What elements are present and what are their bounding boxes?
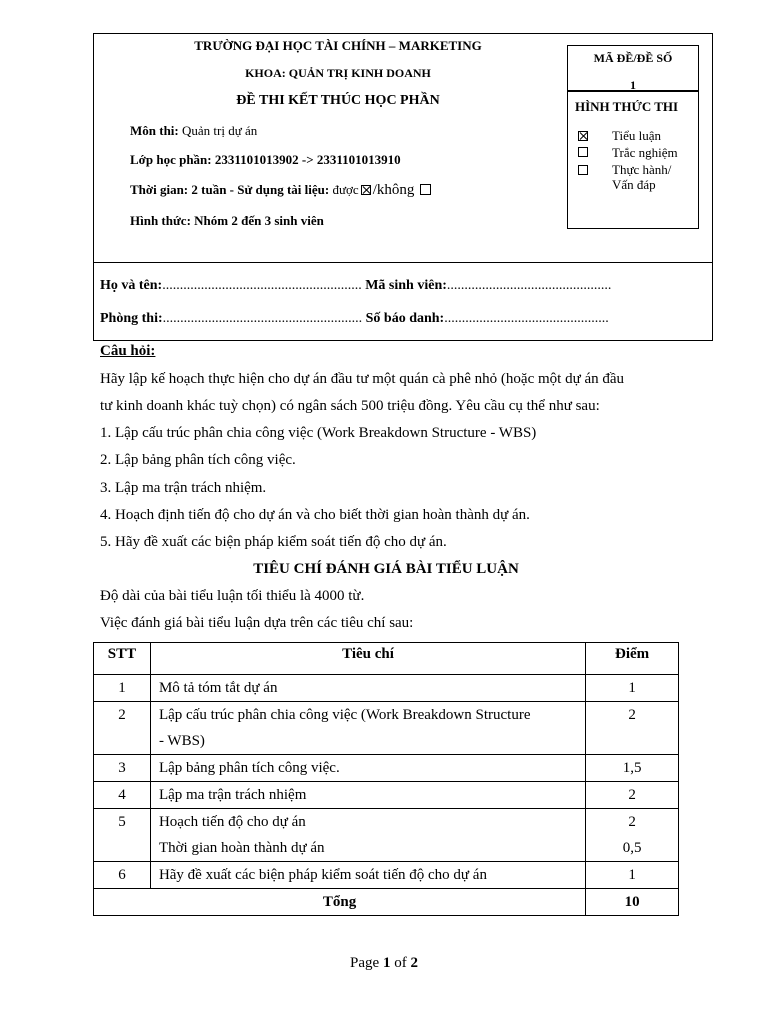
- criteria-cell-continued: - WBS): [158, 733, 205, 749]
- exam-room-line: [100, 311, 609, 327]
- total-value: 10: [624, 894, 640, 910]
- subject-line: [130, 123, 257, 139]
- page-of: of: [394, 955, 407, 971]
- allowed-checkbox-checked: [361, 185, 371, 195]
- student-id-blank: ...............................................: [446, 278, 612, 293]
- exam-room-blank: .........................................................: [162, 311, 363, 326]
- allowed-label: được: [332, 182, 359, 197]
- criteria-title: TIÊU CHÍ ĐÁNH GIÁ BÀI TIỂU LUẬN: [253, 561, 519, 577]
- basis-note: Việc đánh giá bài tiểu luận dựa trên các tiêu chí sau:: [100, 615, 414, 631]
- student-name-line: [100, 278, 611, 294]
- criteria-cell: Hãy đề xuất các biện pháp kiểm soát tiến độ cho dự án: [158, 867, 487, 883]
- table-row: [94, 809, 679, 862]
- essay-option: Tiểu luận: [612, 128, 661, 143]
- candidate-number-blank: ...............................................: [444, 311, 609, 326]
- practical-option: Thực hành/: [612, 162, 672, 177]
- question-intro-line-2: tư kinh doanh khác tuỳ chọn) có ngân sách 500 triệu đồng. Yêu cầu cụ thể như sau:: [100, 398, 600, 414]
- score-header: Điểm: [586, 643, 679, 675]
- multiple-choice-option: Trắc nghiệm: [612, 145, 678, 160]
- stt-header: STT: [94, 643, 151, 675]
- exam-room-label: Phòng thi:: [100, 311, 163, 326]
- criteria-table: [93, 642, 679, 916]
- oral-option: Vấn đáp: [612, 177, 656, 192]
- page-current: 1: [382, 955, 391, 971]
- score-cell: 1: [628, 680, 636, 696]
- score-cell: 1: [628, 867, 636, 883]
- table-row: [94, 755, 679, 782]
- exam-title: ĐỀ THI KẾT THÚC HỌC PHẦN: [236, 93, 440, 108]
- student-name-label: Họ và tên:: [100, 278, 163, 293]
- class-value: 2331101013902 -> 2331101013910: [214, 152, 401, 167]
- stt-cell: 2: [118, 707, 126, 723]
- practical-checkbox: [578, 165, 588, 175]
- stt-cell: 6: [118, 867, 126, 883]
- score-cell-continued: 0,5: [622, 840, 642, 856]
- criteria-cell: Lập cấu trúc phân chia công việc (Work Breakdown Structure: [158, 707, 531, 723]
- criteria-cell: Hoạch tiến độ cho dự án: [158, 814, 306, 830]
- faculty-name: KHOA: QUẢN TRỊ KINH DOANH: [245, 66, 431, 80]
- criteria-cell: Lập ma trận trách nhiệm: [158, 787, 307, 803]
- table-header-row: [94, 643, 679, 675]
- header-divider: [94, 262, 712, 263]
- student-name-blank: .........................................................: [162, 278, 362, 293]
- criteria-cell-continued: Thời gian hoàn thành dự án: [158, 840, 325, 856]
- time-label: Thời gian:: [130, 182, 189, 197]
- score-cell: 1,5: [622, 760, 642, 776]
- time-line: [130, 182, 433, 199]
- format-value: Nhóm 2 đến 3 sinh viên: [194, 213, 324, 228]
- table-row: [94, 862, 679, 889]
- criteria-header: Tiêu chí: [150, 643, 585, 675]
- question-item: 1. Lập cấu trúc phân chia công việc (Work Breakdown Structure - WBS): [100, 425, 537, 441]
- criteria-cell: Lập bảng phân tích công việc.: [158, 760, 340, 776]
- not-allowed-label: /không: [372, 182, 415, 198]
- question-item: 2. Lập bảng phân tích công việc.: [100, 452, 296, 468]
- question-item: 4. Hoạch định tiến độ cho dự án và cho biết thời gian hoàn thành dự án.: [100, 507, 530, 523]
- not-allowed-checkbox: [420, 184, 431, 195]
- question-item: 3. Lập ma trận trách nhiệm.: [100, 480, 267, 496]
- student-id-label: Mã sinh viên:: [365, 278, 447, 293]
- score-cell: 2: [628, 787, 636, 803]
- page-total: 2: [410, 955, 418, 971]
- exam-format-title: HÌNH THỨC THI: [575, 99, 679, 114]
- exam-code-label: MÃ ĐỀ/ĐỀ SỐ: [593, 51, 673, 65]
- question-intro-line-1: Hãy lập kế hoạch thực hiện cho dự án đầu tư một quán cà phê nhỏ (hoặc một dự án đầu: [100, 371, 625, 387]
- page-footer: [0, 955, 768, 972]
- table-total-row: [94, 889, 679, 916]
- page-prefix: Page: [350, 955, 380, 971]
- criteria-cell: Mô tả tóm tắt dự án: [158, 680, 278, 696]
- essay-checkbox-checked: [578, 131, 588, 141]
- score-cell: 2: [628, 707, 636, 723]
- question-item: 5. Hãy đề xuất các biện pháp kiểm soát tiến độ cho dự án.: [100, 534, 447, 550]
- stt-cell: 5: [118, 814, 126, 830]
- subject-value: Quản trị dự án: [182, 123, 258, 138]
- stt-cell: 1: [118, 680, 126, 696]
- table-row: [94, 702, 679, 755]
- question-heading: Câu hỏi:: [100, 343, 156, 359]
- candidate-number-label: Số báo danh:: [365, 311, 445, 326]
- class-line: [130, 152, 401, 168]
- university-name: TRƯỜNG ĐẠI HỌC TÀI CHÍNH – MARKETING: [194, 38, 482, 53]
- format-label: Hình thức:: [130, 213, 191, 228]
- total-label: Tổng: [322, 894, 357, 910]
- subject-label: Môn thi:: [130, 123, 179, 138]
- format-line: [130, 213, 324, 229]
- length-note: Độ dài của bài tiểu luận tối thiểu là 4000 từ.: [100, 588, 365, 604]
- class-label: Lớp học phần:: [130, 152, 212, 167]
- stt-cell: 4: [118, 787, 126, 803]
- table-row: [94, 782, 679, 809]
- time-value: 2 tuần - Sử dụng tài liệu:: [191, 182, 330, 197]
- score-cell: 2: [628, 814, 636, 830]
- stt-cell: 3: [118, 760, 126, 776]
- multiple-choice-checkbox: [578, 147, 588, 157]
- table-row: [94, 675, 679, 702]
- exam-code-value: 1: [630, 78, 636, 90]
